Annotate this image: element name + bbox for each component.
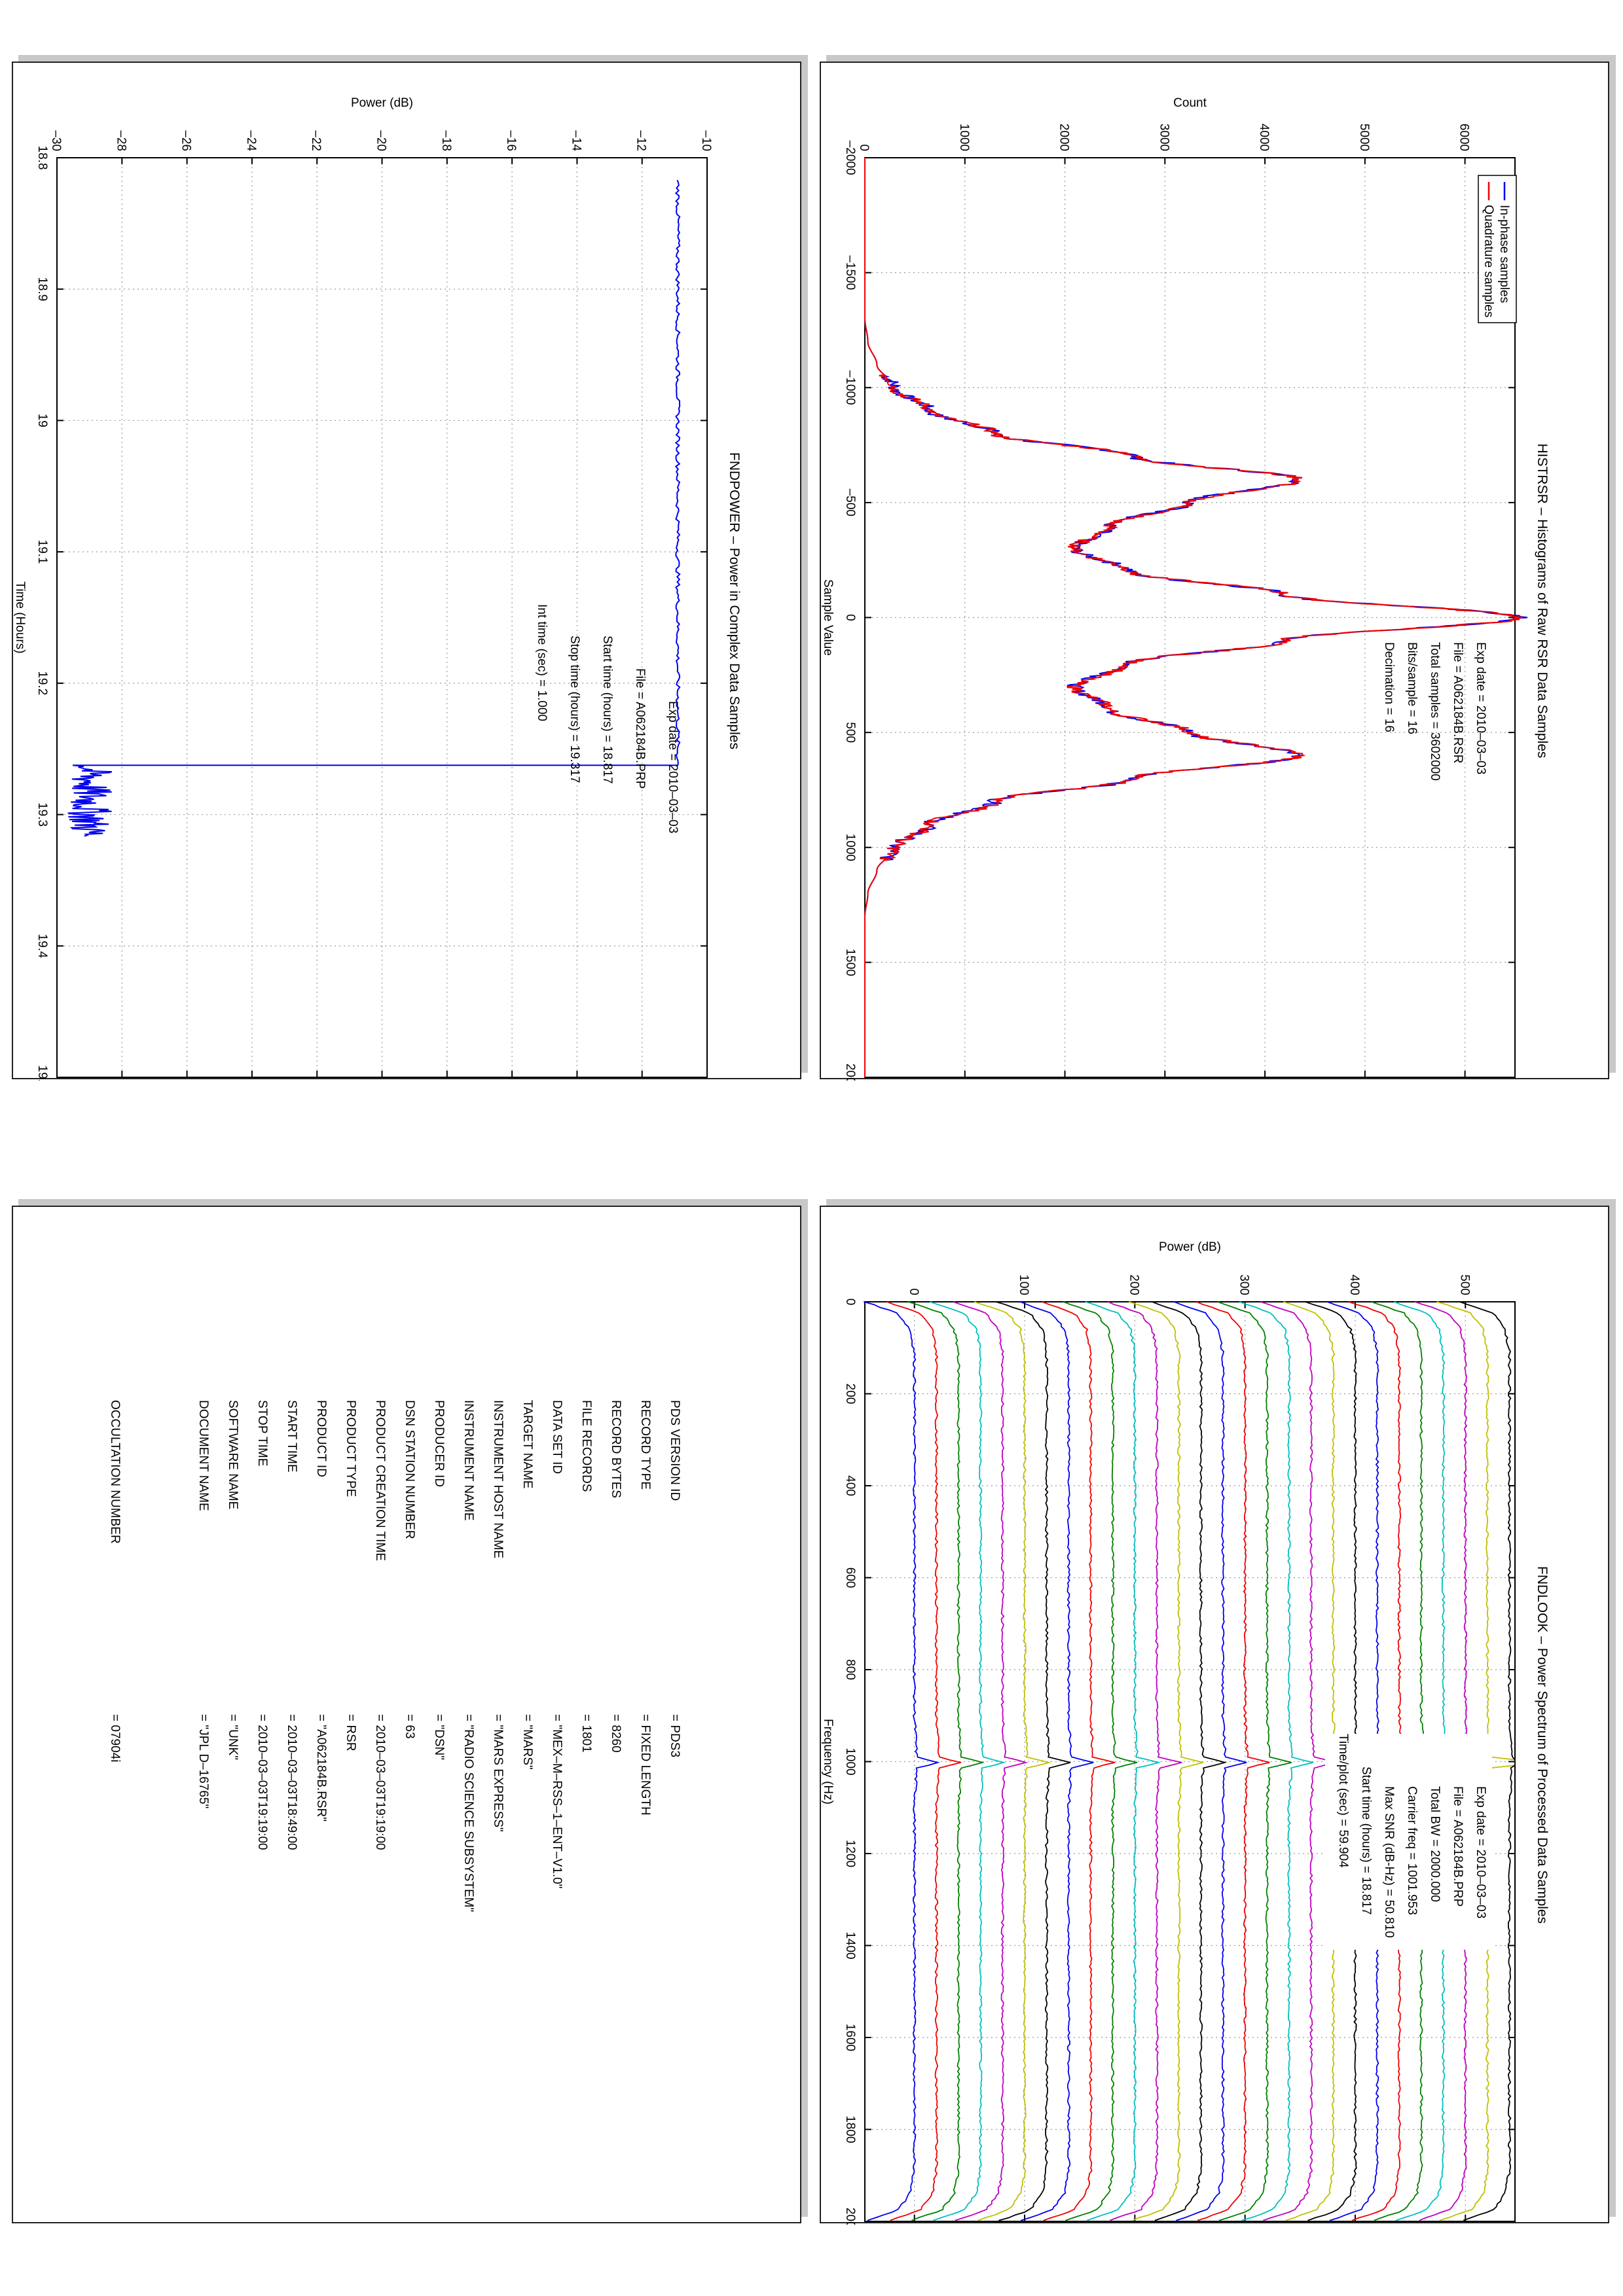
x-tick-label: –1000 bbox=[843, 370, 857, 405]
label-value: = "MARS EXPRESS" bbox=[491, 1714, 505, 1832]
pds-label-rotated-page bbox=[5, 1207, 792, 2225]
x-tick-label: 200 bbox=[843, 1383, 857, 1405]
x-tick-label: 400 bbox=[843, 1475, 857, 1496]
x-tick-label: 1000 bbox=[843, 1748, 857, 1776]
label-value: = "RADIO SCIENCE SUBSYSTEM" bbox=[462, 1714, 475, 1912]
legend-label-in-phase: In-phase samples bbox=[1497, 205, 1511, 303]
info-line: Decimation = 16 bbox=[1382, 642, 1396, 732]
spectrum-trace bbox=[908, 1302, 983, 2221]
label-value: = "A062184B.RSR" bbox=[314, 1714, 328, 1822]
label-value: = 07904i bbox=[108, 1714, 122, 1763]
panel-frame bbox=[12, 62, 801, 1079]
y-axis-label: Count bbox=[1173, 96, 1207, 110]
label-value: = "DSN" bbox=[432, 1714, 446, 1760]
info-line: Carrier freq = 1001.953 bbox=[1405, 1786, 1419, 1915]
y-tick-label: –18 bbox=[439, 130, 453, 151]
y-tick-label: –14 bbox=[569, 130, 583, 151]
label-key: DATA SET ID bbox=[550, 1400, 564, 1474]
y-axis-label: Power (dB) bbox=[1158, 1240, 1222, 1254]
label-key: FILE RECORDS bbox=[579, 1400, 593, 1492]
info-line: Time/plot (sec) = 59.904 bbox=[1336, 1734, 1350, 1868]
label-key: INSTRUMENT NAME bbox=[462, 1400, 475, 1521]
label-key: DSN STATION NUMBER bbox=[403, 1400, 416, 1539]
y-tick-label: 3000 bbox=[1157, 123, 1171, 151]
x-tick-label: 1200 bbox=[843, 1839, 857, 1868]
x-axis-label: Sample Value bbox=[821, 579, 835, 656]
histrsr-chart bbox=[813, 63, 1600, 1081]
info-line: File = A062184B.PRP bbox=[1451, 1786, 1465, 1907]
x-tick-label: 19 bbox=[35, 413, 49, 427]
spectrum-trace bbox=[1085, 1302, 1159, 2221]
spectrum-trace bbox=[1218, 1302, 1292, 2221]
x-tick-label: 2000 bbox=[843, 1063, 857, 1081]
label-key: PRODUCT ID bbox=[314, 1400, 328, 1477]
legend bbox=[1478, 175, 1516, 323]
x-tick-label: 0 bbox=[843, 614, 857, 621]
label-key: OCCULTATION NUMBER bbox=[108, 1400, 122, 1544]
x-tick-label: 500 bbox=[843, 722, 857, 743]
x-tick-label: 0 bbox=[843, 1298, 857, 1306]
spectrum-trace bbox=[974, 1302, 1049, 2221]
spectrum-trace bbox=[1175, 1302, 1247, 2221]
spectrum-trace bbox=[1063, 1302, 1137, 2221]
y-tick-label: 0 bbox=[906, 1288, 921, 1295]
chart-title: HISTRSR – Histograms of Raw RSR Data Samples bbox=[1535, 443, 1550, 759]
label-key: TARGET NAME bbox=[520, 1400, 534, 1489]
panel-frame bbox=[12, 1206, 801, 2223]
label-key: PRODUCER ID bbox=[432, 1400, 446, 1488]
spectrum-trace bbox=[1129, 1302, 1203, 2221]
pds-label-text bbox=[5, 1207, 792, 2225]
info-line: Bits/sample = 16 bbox=[1405, 642, 1419, 734]
info-line: Start time (hours) = 18.817 bbox=[600, 636, 614, 784]
panel-frame bbox=[820, 62, 1609, 1079]
spectrum-trace bbox=[1197, 1302, 1270, 2221]
fndpower-panel bbox=[12, 62, 801, 1079]
label-value: = "JPL D–16765" bbox=[196, 1714, 210, 1809]
x-tick-label: 1600 bbox=[843, 2023, 857, 2052]
label-key: PDS VERSION ID bbox=[668, 1400, 682, 1501]
info-line: Exp date = 2010–03–03 bbox=[666, 701, 680, 834]
y-axis-label: Power (dB) bbox=[350, 96, 414, 110]
y-tick-label: 1000 bbox=[957, 123, 971, 151]
y-tick-label: –12 bbox=[634, 130, 648, 151]
y-tick-label: –10 bbox=[699, 130, 713, 151]
y-tick-label: 4000 bbox=[1257, 123, 1271, 151]
label-key: RECORD TYPE bbox=[638, 1400, 652, 1490]
info-line: Total BW = 2000.000 bbox=[1428, 1786, 1442, 1902]
label-value: = 2010–03–03T19:19:00 bbox=[255, 1714, 269, 1850]
x-tick-label: –2000 bbox=[843, 140, 857, 175]
x-tick-label: 19.2 bbox=[35, 671, 49, 696]
label-key: RECORD BYTES bbox=[609, 1400, 623, 1498]
info-line: Stop time (hours) = 19.317 bbox=[568, 636, 581, 783]
label-value: = PDS3 bbox=[668, 1714, 682, 1758]
label-value: = 2010–03–03T18:49:00 bbox=[285, 1714, 299, 1850]
spectrum-trace bbox=[953, 1302, 1026, 2221]
y-tick-label: –28 bbox=[114, 130, 128, 151]
label-value: = 1801 bbox=[579, 1714, 593, 1753]
fndlook-rotated-page bbox=[813, 1207, 1600, 2225]
spectrum-trace bbox=[930, 1302, 1004, 2221]
chart-title: FNDPOWER – Power in Complex Data Samples bbox=[727, 452, 742, 749]
info-line: Start time (hours) = 18.817 bbox=[1359, 1767, 1373, 1915]
label-key: SOFTWARE NAME bbox=[226, 1400, 240, 1510]
info-block bbox=[535, 604, 680, 833]
histrsr-panel bbox=[820, 62, 1609, 1079]
label-value: = 8260 bbox=[609, 1714, 623, 1753]
x-tick-label: 18.9 bbox=[35, 277, 49, 302]
pds-label-panel bbox=[12, 1206, 801, 2223]
x-tick-label: 18.8 bbox=[35, 145, 49, 170]
label-value: = 2010–03–03T19:19:00 bbox=[373, 1714, 387, 1850]
label-key: INSTRUMENT HOST NAME bbox=[491, 1400, 505, 1559]
y-tick-label: 5000 bbox=[1357, 123, 1371, 151]
spectrum-trace bbox=[864, 1302, 938, 2221]
y-tick-label: –20 bbox=[374, 130, 388, 151]
info-line: Exp date = 2010–03–03 bbox=[1474, 1786, 1487, 1919]
label-value: = FIXED LENGTH bbox=[638, 1714, 652, 1816]
spectrum-trace bbox=[996, 1302, 1070, 2221]
y-tick-label: 2000 bbox=[1057, 123, 1071, 151]
label-key: STOP TIME bbox=[255, 1400, 269, 1467]
spectrum-trace bbox=[1021, 1302, 1094, 2221]
x-tick-label: 1500 bbox=[843, 948, 857, 977]
x-axis-label: Frequency (Hz) bbox=[821, 1719, 835, 1804]
spectrum-trace bbox=[887, 1302, 961, 2221]
info-block bbox=[1325, 1734, 1492, 1950]
x-tick-label: 600 bbox=[843, 1567, 857, 1588]
series-line-power bbox=[68, 180, 680, 836]
fndlook-panel bbox=[820, 1206, 1609, 2223]
y-tick-label: 400 bbox=[1347, 1274, 1361, 1295]
x-tick-label: 1400 bbox=[843, 1931, 857, 1960]
x-tick-label: 19.4 bbox=[35, 933, 49, 958]
y-tick-label: 100 bbox=[1017, 1274, 1031, 1295]
y-tick-label: 200 bbox=[1127, 1274, 1141, 1295]
spectrum-trace bbox=[1239, 1302, 1313, 2221]
info-line: Total samples = 3602000 bbox=[1428, 642, 1442, 781]
panel-frame bbox=[820, 1206, 1609, 2223]
x-tick-label: 19.3 bbox=[35, 802, 49, 827]
label-value: = "MARS" bbox=[520, 1714, 534, 1770]
x-tick-label: 19.1 bbox=[35, 539, 49, 564]
x-tick-label: 19.5 bbox=[35, 1065, 49, 1081]
spectrum-trace bbox=[1042, 1302, 1115, 2221]
label-value: = "MEX–M–RSS–1–ENT–V1.0" bbox=[550, 1714, 564, 1889]
fndlook-chart bbox=[813, 1207, 1600, 2225]
label-key: PRODUCT CREATION TIME bbox=[373, 1400, 387, 1561]
y-tick-label: 500 bbox=[1457, 1274, 1472, 1295]
x-axis-label: Time (Hours) bbox=[13, 581, 27, 654]
x-tick-label: 1000 bbox=[843, 833, 857, 861]
y-tick-label: –30 bbox=[49, 130, 63, 151]
spectrum-trace bbox=[1152, 1302, 1225, 2221]
y-tick-label: 0 bbox=[857, 144, 871, 151]
x-tick-label: –1500 bbox=[843, 255, 857, 291]
y-tick-label: –16 bbox=[504, 130, 519, 151]
y-tick-label: –24 bbox=[244, 130, 258, 151]
y-tick-label: –26 bbox=[179, 130, 193, 151]
spectrum-trace bbox=[1108, 1302, 1182, 2221]
label-key: PRODUCT TYPE bbox=[344, 1400, 357, 1498]
info-line: Int time (sec) = 1.000 bbox=[535, 604, 549, 721]
fndpower-chart bbox=[5, 63, 792, 1081]
y-tick-label: 300 bbox=[1237, 1274, 1251, 1295]
y-tick-label: 6000 bbox=[1457, 123, 1471, 151]
y-tick-label: –22 bbox=[309, 130, 323, 151]
x-tick-label: 2000 bbox=[843, 2207, 857, 2225]
legend-label-quadrature: Quadrature samples bbox=[1482, 205, 1495, 318]
x-tick-label: 800 bbox=[843, 1659, 857, 1680]
label-value: = "UNK" bbox=[226, 1714, 240, 1760]
x-tick-label: 1800 bbox=[843, 2115, 857, 2144]
label-value: = 63 bbox=[403, 1714, 416, 1739]
label-key: START TIME bbox=[285, 1400, 299, 1473]
info-block bbox=[1382, 642, 1487, 781]
label-value: = RSR bbox=[344, 1714, 357, 1751]
histrsr-rotated-page bbox=[813, 63, 1600, 1081]
chart-title: FNDLOOK – Power Spectrum of Processed Data Samples bbox=[1535, 1566, 1550, 1924]
fndpower-rotated-page bbox=[5, 63, 792, 1081]
info-line: Exp date = 2010–03–03 bbox=[1474, 642, 1487, 775]
info-line: File = A062184B.PRP bbox=[633, 668, 647, 789]
spectrum-trace bbox=[1260, 1302, 1336, 2221]
label-key: DOCUMENT NAME bbox=[196, 1400, 210, 1511]
x-tick-label: –500 bbox=[843, 488, 857, 517]
info-line: Max SNR (dB-Hz) = 50.810 bbox=[1382, 1786, 1396, 1938]
info-line: File = A062184B.RSR bbox=[1451, 642, 1465, 764]
